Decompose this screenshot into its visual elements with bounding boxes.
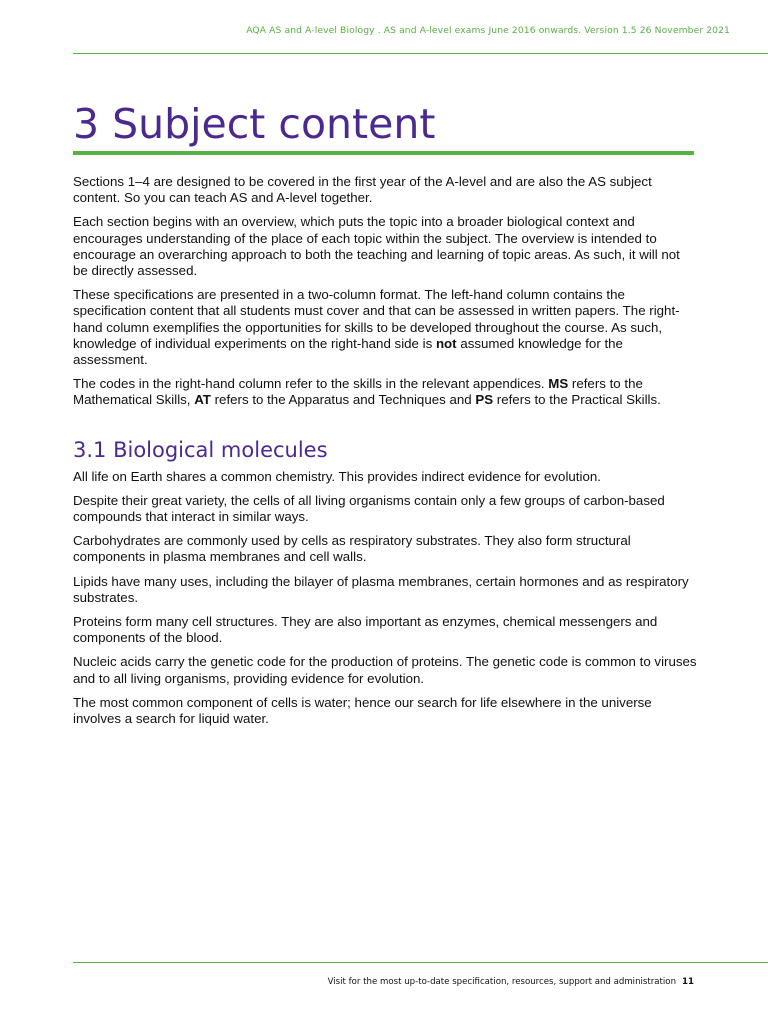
footer-text: Visit for the most up-to-date specification, resources, support and administration [327, 977, 677, 987]
code-ms: MS [548, 376, 569, 392]
section-paragraph: The most common component of cells is water; hence our search for life elsewhere in the universe involves a search for liquid water. [73, 694, 652, 727]
section-paragraph: All life on Earth shares a common chemistry. This provides indirect evidence for evolution. [73, 468, 601, 484]
footer-divider [73, 962, 768, 963]
intro-p4-text-c: refers to the Apparatus and Techniques and [210, 392, 476, 408]
emphasis-not: not [435, 335, 457, 351]
footer [328, 977, 694, 987]
intro-paragraph-2: Each section begins with an overview, which puts the topic into a broader biological context and encourages understanding of the place of each topic within the subject. The overview is intended to encourage an overarching approach to both the teaching and learning of topic areas. As such, it will not be directly assessed. [73, 214, 680, 279]
code-at: AT [194, 392, 211, 408]
section-paragraph: Lipids have many uses, including the bilayer of plasma membranes, certain hormones and as respiratory substrates. [73, 573, 689, 605]
header-divider [73, 53, 768, 54]
intro-paragraph-3 [73, 287, 697, 368]
running-header: AQA AS and A-level Biology . AS and A-level exams June 2016 onwards. Version 1.5 26 November 2021 [246, 25, 730, 36]
section-paragraph: Proteins form many cell structures. They are also important as enzymes, chemical messengers and components of the blood. [73, 614, 658, 646]
page-number: 11 [682, 977, 694, 987]
intro-p4-text-a: The codes in the right-hand column refer to the skills in the relevant appendices. [73, 376, 549, 392]
code-ps: PS [475, 392, 494, 408]
section-paragraph: Nucleic acids carry the genetic code for the production of proteins. The genetic code is common to viruses and to all living organisms, providing evidence for evolution. [73, 654, 697, 686]
intro-p3-text-c: assumed knowledge for the assessment. [73, 335, 623, 368]
main-content [73, 174, 697, 735]
page-title: 3 Subject content [73, 100, 436, 148]
intro-paragraph-1: Sections 1–4 are designed to be covered in the first year of the A-level and are also the AS subject content. So you can teach AS and A-level together. [73, 174, 652, 206]
intro-p3-text-a: These specifications are presented in a two-column format. The left-hand column contains the specification content that all students must cover and that can be assessed in written papers. The right-hand column exemplifies the opportunities for skills to be developed throughout the course. As such, knowledge of individual experiments on the right-hand side is [73, 287, 680, 351]
intro-p4-text-d: refers to the Practical Skills. [493, 392, 661, 408]
section-paragraph: Despite their great variety, the cells of all living organisms contain only a few groups of carbon-based compounds that interact in similar ways. [73, 492, 665, 525]
intro-paragraph-4 [73, 376, 697, 408]
title-underline [73, 151, 694, 155]
section-heading: 3.1 Biological molecules [73, 437, 328, 462]
section-paragraph: Carbohydrates are commonly used by cells as respiratory substrates. They also form structural components in plasma membranes and cell walls. [73, 533, 631, 565]
intro-p4-text-b: refers to the Mathematical Skills, [73, 376, 643, 408]
